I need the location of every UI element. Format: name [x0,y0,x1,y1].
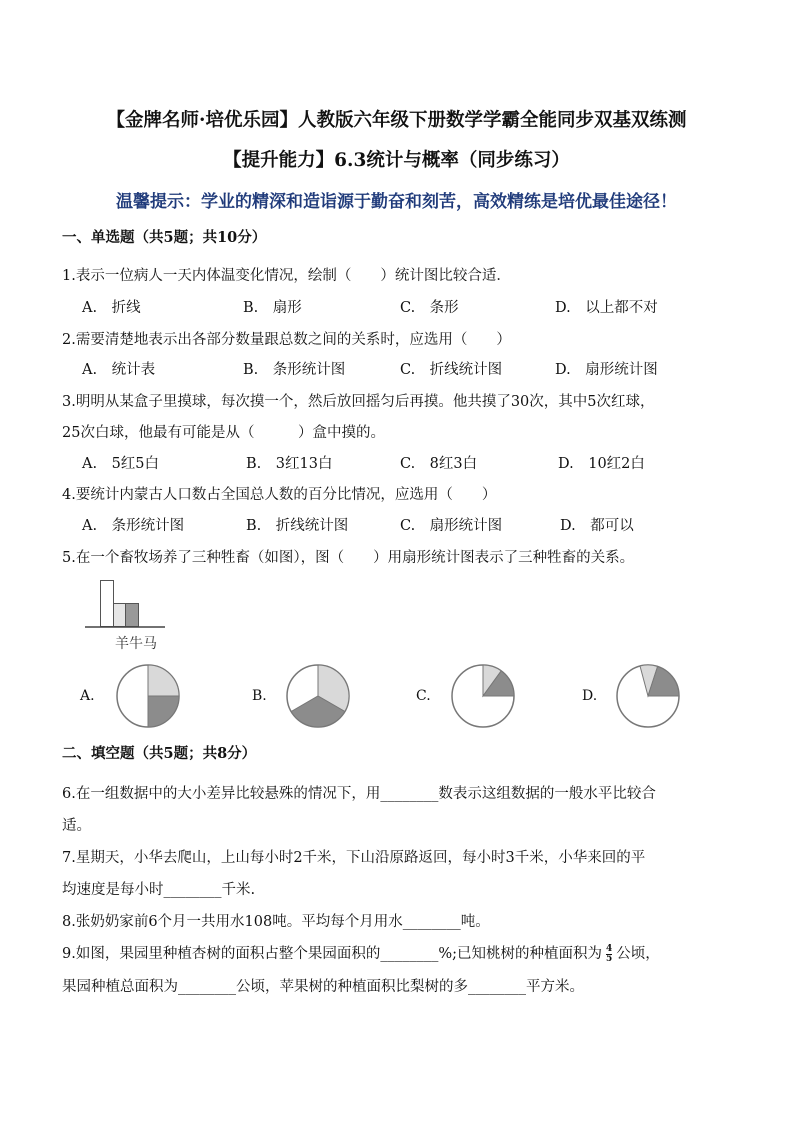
q3-option-c: C. 8红3白 [400,456,478,472]
q1-option-c: C. 条形 [400,300,459,316]
q9-line2: 果园种植总面积为________公顷，苹果树的种植面积比梨树的多________平方米。 [62,979,584,995]
q5-option-b: B. [252,688,267,704]
q3-text-line1: 3.明明从某盒子里摸球，每次摸一个，然后放回摇匀后再摸。他共摸了30次，其中5次红球， [62,394,655,410]
q4-option-c: C. 扇形统计图 [400,518,503,534]
q1-option-b: B. 扇形 [243,300,302,316]
q6-line2: 适。 [62,818,91,834]
q3-option-b: B. 3红13白 [246,456,333,472]
bar-cow [114,604,126,627]
q4-option-d: D. 都可以 [560,518,634,534]
q5-option-a: A. [80,688,95,704]
tip: 温馨提示：学业的精深和造诣源于勤奋和刻苦，高效精练是培优最佳途径！ [116,192,677,212]
q7-line2: 均速度是每小时________千米. [62,882,256,898]
q4-option-a: A. 条形统计图 [82,518,185,534]
bar-sheep [101,581,114,627]
q3-option-d: D. 10红2白 [558,456,645,472]
fraction-numerator: 4 [606,943,613,954]
q3-text-line2: 25次白球，他最有可能是从（ ）盒中摸的。 [62,425,385,441]
q9-before: 9.如图，果园里种植杏树的面积占整个果园面积的________%;已知桃树的种植面积为 [62,946,602,962]
q1-text: 1.表示一位病人一天内体温变化情况，绘制（ ）统计图比较合适． [62,268,511,284]
q1-option-d: D. 以上都不对 [555,300,658,316]
q7-line1: 7.星期天，小华去爬山，上山每小时2千米，下山沿原路返回，每小时3千米，小华来回的平 [62,850,646,866]
section2-heading: 二、填空题（共5题；共8分） [62,745,257,762]
q2-option-c: C. 折线统计图 [400,362,503,378]
pie-b [285,663,351,729]
fraction-denominator: 5 [606,953,613,964]
section1-heading: 一、单选题（共5题；共10分） [62,229,267,246]
q5-option-d: D. [582,688,598,704]
bar-labels: 羊牛马 [115,636,157,652]
q4-option-b: B. 折线统计图 [246,518,349,534]
q2-option-d: D. 扇形统计图 [555,362,658,378]
q6-line1: 6.在一组数据中的大小差异比较悬殊的情况下，用________数表示这组数据的一般水平比较合 [62,786,656,802]
pie-d [615,663,681,729]
bar-horse [126,604,139,627]
q2-option-a: A. 统计表 [82,362,156,378]
q8-text: 8.张奶奶家前6个月一共用水108吨。平均每个月用水________吨。 [62,914,490,930]
q9-line1 [62,942,660,964]
pie-a [115,663,181,729]
q3-option-a: A. 5红5白 [82,456,160,472]
q4-text: 4.要统计内蒙古人口数占全国总人数的百分比情况，应选用（ ） [62,487,497,503]
q1-option-a: A. 折线 [82,300,141,316]
q2-text: 2.需要清楚地表示出各部分数量跟总数之间的关系时，应选用（ ） [62,332,511,348]
q9-after: 公顷， [616,946,660,962]
q5-text: 5.在一个畜牧场养了三种牲畜（如图），图（ ）用扇形统计图表示了三种牲畜的关系。 [62,550,635,566]
q5-option-c: C. [416,688,431,704]
q2-option-b: B. 条形统计图 [243,362,346,378]
title-line2: 【提升能力】6.3统计与概率（同步练习） [223,150,570,171]
q9-fraction [606,945,612,964]
pie-c [450,663,516,729]
title-line1: 【金牌名师·培优乐园】人教版六年级下册数学学霸全能同步双基双练测 [106,110,687,131]
